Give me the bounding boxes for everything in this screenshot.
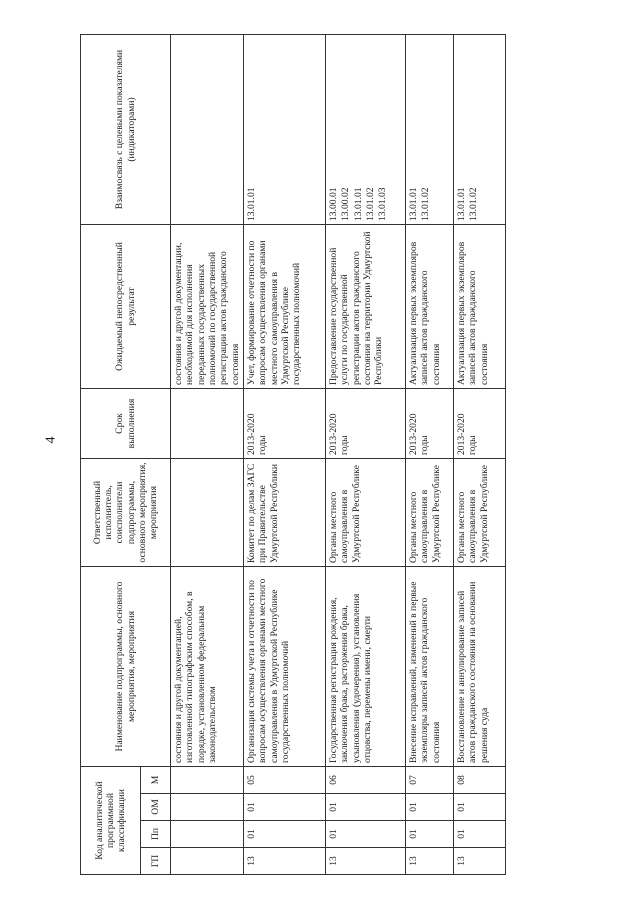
cell-name: Организация системы учета и отчетности по вопросам осуществления органами местного самоуправления в Удмуртской Республике государственных полномочий	[243, 567, 325, 767]
cell-gp: 13	[405, 848, 453, 875]
header-m: М	[141, 767, 171, 794]
cell-codes	[325, 35, 405, 225]
cell-result: состояния и другой документации, необходимой для исполнения переданных государственных полномочий по государственной регистрации актов гражданского состояния	[171, 225, 244, 389]
cell-executor: Органы местного самоуправления в Удмуртской Республике	[325, 459, 405, 567]
header-pp: Пп	[141, 821, 171, 848]
cell-term: 2013-2020 годы	[453, 389, 505, 459]
indicator-code: 13.00.01	[327, 187, 339, 221]
cell-executor: Органы местного самоуправления в Удмуртской Республике	[453, 459, 505, 567]
table-row	[243, 35, 325, 875]
cell-pp	[171, 821, 244, 848]
cell-name: Восстановление и аннулирование записей актов гражданского состояния на основании решения суда	[453, 567, 505, 767]
indicator-code: 13.01.02	[420, 187, 432, 221]
cell-m: 06	[325, 767, 405, 794]
indicator-code: 13.01.01	[455, 187, 467, 221]
indicator-code: 13.01.01	[352, 187, 364, 221]
cell-executor	[171, 459, 244, 567]
cell-m: 07	[405, 767, 453, 794]
table-row	[453, 35, 505, 875]
cell-term: 2013-2020 годы	[405, 389, 453, 459]
cell-codes	[243, 35, 325, 225]
cell-name: Внесение исправлений, изменений в первые экземпляры записей актов гражданского состояния	[405, 567, 453, 767]
indicator-code: 13.01.02	[364, 187, 376, 221]
cell-codes	[405, 35, 453, 225]
cell-result: Предоставление государственной услуги по государственной регистрации актов гражданского состояния на территории Удмуртской Республики	[325, 225, 405, 389]
cell-gp: 13	[243, 848, 325, 875]
cell-m	[171, 767, 244, 794]
cell-term: 2013-2020 годы	[243, 389, 325, 459]
program-activities-table	[80, 34, 506, 875]
cell-gp: 13	[453, 848, 505, 875]
cell-om: 01	[243, 794, 325, 821]
cell-om: 01	[453, 794, 505, 821]
cell-m: 05	[243, 767, 325, 794]
indicator-code: 13.00.02	[340, 187, 352, 221]
header-executor: Ответственный исполнитель, соисполнители подпрограммы, основного мероприятия, мероприятия	[81, 459, 171, 567]
indicator-code: 13.01.02	[468, 187, 480, 221]
indicator-code: 13.01.03	[377, 187, 389, 221]
cell-pp: 01	[405, 821, 453, 848]
indicator-code: 13.01.01	[245, 187, 257, 221]
header-link: Взаимосвязь с целевыми показателями (индикаторами)	[81, 35, 171, 225]
cell-result: Актуализация первых экземпляров записей актов гражданского состояния	[405, 225, 453, 389]
cell-executor: Комитет по делам ЗАГС при Правительстве Удмуртской Республики	[243, 459, 325, 567]
cell-pp: 01	[453, 821, 505, 848]
cell-om: 01	[325, 794, 405, 821]
table-row	[171, 35, 244, 875]
cell-name: Государственная регистрация рождения, заключения брака, расторжения брака, усыновления (удочерения), установления отцовства, перемены имени, смерти	[325, 567, 405, 767]
table-row	[325, 35, 405, 875]
cell-om: 01	[405, 794, 453, 821]
header-result: Ожидаемый непосредственный результат	[81, 225, 171, 389]
header-code-group: Код аналитической программной классификации	[81, 767, 141, 875]
indicator-code: 13.01.01	[407, 187, 419, 221]
header-term: Срок выполнения	[81, 389, 171, 459]
header-om: ОМ	[141, 794, 171, 821]
cell-name: состояния и другой документацией, изготовленной типографским способом, в порядке, установленном федеральным законодательством	[171, 567, 244, 767]
cell-term: 2013-2020 годы	[325, 389, 405, 459]
cell-gp: 13	[325, 848, 405, 875]
cell-result: Учет, формирование отчетности по вопросам осуществления органами местного самоуправления в Удмуртской Республике государственных полномочий	[243, 225, 325, 389]
cell-term	[171, 389, 244, 459]
cell-executor: Органы местного самоуправления в Удмуртской Республике	[405, 459, 453, 567]
cell-om	[171, 794, 244, 821]
header-name: Наименование подпрограммы, основного мероприятия, мероприятия	[81, 567, 171, 767]
cell-codes	[171, 35, 244, 225]
cell-pp: 01	[243, 821, 325, 848]
cell-m: 08	[453, 767, 505, 794]
cell-result: Актуализация первых экземпляров записей актов гражданского состояния	[453, 225, 505, 389]
cell-gp	[171, 848, 244, 875]
cell-pp: 01	[325, 821, 405, 848]
table-row	[405, 35, 453, 875]
cell-codes	[453, 35, 505, 225]
page-number: 4	[43, 436, 59, 444]
program-table-sheet	[80, 35, 500, 875]
header-gp: ГП	[141, 848, 171, 875]
